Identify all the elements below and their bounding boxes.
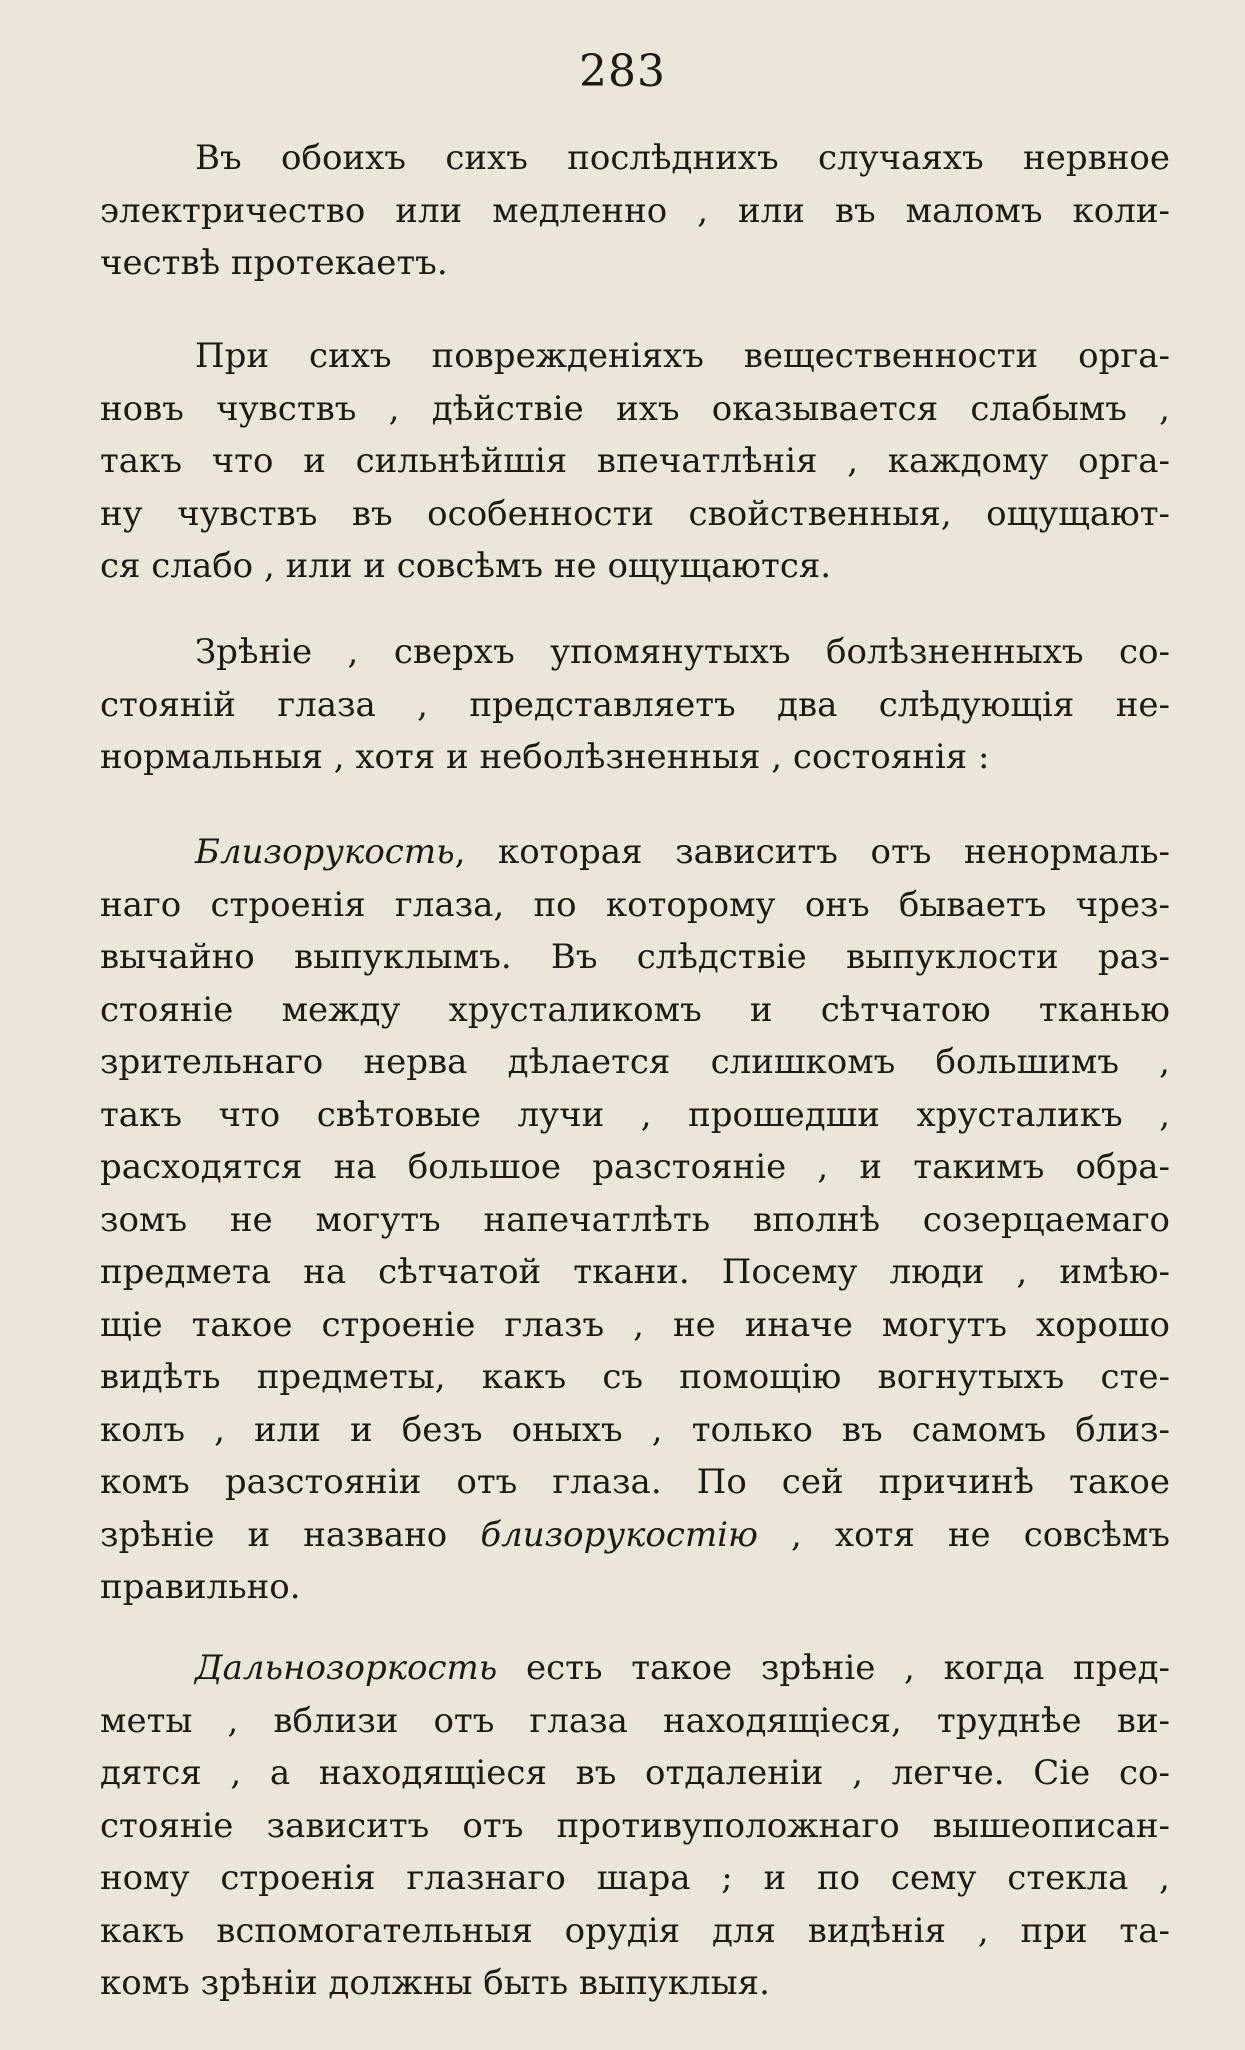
text-line: наго строенія глаза, по которому онъ бываетъ чрез- [100,884,1170,925]
page-number: 283 [579,46,666,97]
text-line: ну чувствъ въ особенности свойственныя, ощущают- [100,493,1170,534]
text-line: такъ что и сильнѣйшія впечатлѣнія , каждому орга- [100,441,1170,481]
text-line: вычайно выпуклымъ. Въ слѣдствіе выпуклости раз- [100,937,1170,977]
paragraph-1 [100,132,1170,290]
text-fragment: , которая зависитъ отъ ненормаль- [454,832,1170,872]
paragraph-2 [100,330,1170,593]
text-line: комъ разстояніи отъ глаза. По сей причинѣ такое [100,1462,1170,1502]
term-hyperopia: Дальнозоркость [195,1648,498,1688]
text-fragment: , хотя не совсѣмъ [758,1514,1170,1555]
text-line [100,1642,1170,1695]
term-myopia: Близорукость [195,832,455,872]
text-line: ся слабо , или и совсѣмъ не ощущаются. [100,546,832,586]
text-line: видѣть предметы, какъ съ помощію вогнутыхъ сте- [100,1357,1170,1397]
text-line: комъ зрѣніи должны быть выпуклыя. [100,1963,770,2003]
text-fragment: зрѣніе и названо [100,1514,481,1555]
text-line: какъ вспомогательныя орудія для видѣнія , при та- [100,1910,1170,1951]
paragraph-myopia [100,826,1170,1614]
text-line [100,826,1170,879]
text-line: расходятся на большое разстояніе , и такимъ обра- [100,1147,1170,1187]
term-myopia-italic: близорукостію [480,1514,758,1555]
text-line: зомъ не могутъ напечатлѣть вполнѣ созерцаемаго [100,1199,1170,1240]
text-line: Зрѣніе , сверхъ упомянутыхъ болѣзненныхъ со- [195,632,1170,672]
text-line: При сихъ поврежденіяхъ вещественности орга- [195,336,1170,376]
text-line: чествѣ протекаетъ. [100,243,448,283]
text-line: предмета на сѣтчатой ткани. Посему люди , имѣю- [100,1252,1170,1292]
text-line: стояній глаза , представляетъ два слѣдующія не- [100,684,1170,725]
text-line: такъ что свѣтовые лучи , прошедши хрусталикъ , [100,1094,1170,1135]
text-line: стояніе зависитъ отъ противуположнаго вышеописан- [100,1805,1170,1846]
text-line: стояніе между хрусталикомъ и сѣтчатою тканью [100,989,1170,1030]
text-line: электричество или медленно , или въ маломъ коли- [100,190,1170,231]
text-line: нормальныя , хотя и неболѣзненныя , состоянія : [100,737,990,777]
text-line: Въ обоихъ сихъ послѣднихъ случаяхъ нервное [195,138,1170,178]
text-line: новъ чувствъ , дѣйствіе ихъ оказывается слабымъ , [100,388,1170,429]
text-line: щіе такое строеніе глазъ , не иначе могутъ хорошо [100,1304,1170,1345]
text-line: меты , вблизи отъ глаза находящіеся, труднѣе ви- [100,1700,1170,1741]
text-line: зрительнаго нерва дѣлается слишкомъ большимъ , [100,1042,1170,1082]
text-line: дятся , а находящіеся въ отдаленіи , легче. Сіе со- [100,1753,1170,1793]
text-line [100,1509,1170,1562]
paragraph-hyperopia [100,1642,1170,2010]
text-line: колъ , или и безъ оныхъ , только въ самомъ близ- [100,1409,1170,1450]
text-fragment: есть такое зрѣніе , когда пред- [497,1648,1170,1688]
text-line: ному строенія глазнаго шара ; и по сему стекла , [100,1858,1170,1898]
text-line: правильно. [100,1567,301,1607]
paragraph-3 [100,626,1170,784]
